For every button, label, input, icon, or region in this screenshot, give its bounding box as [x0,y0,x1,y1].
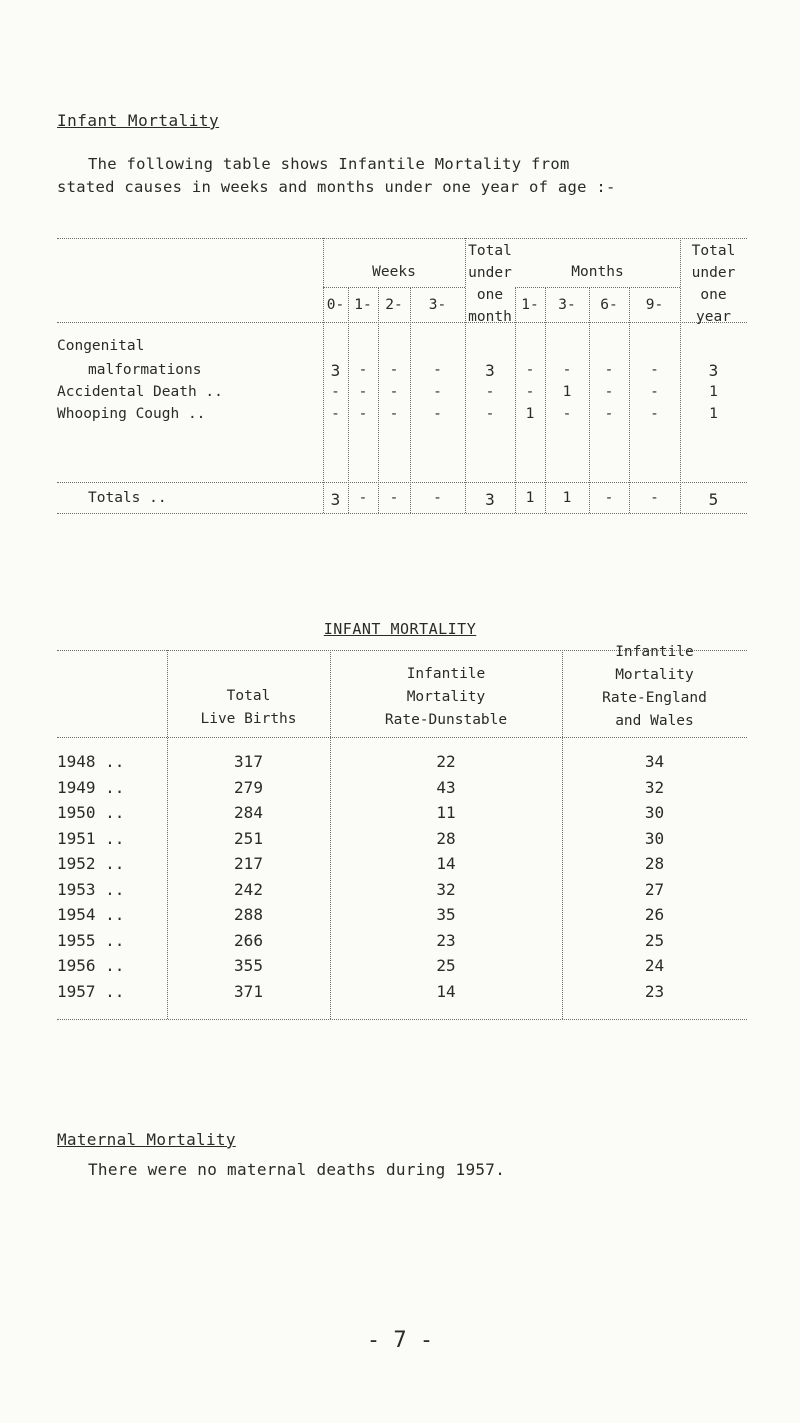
rates-dunstable-cell: 22 [436,752,456,771]
week-col-1: 1- [354,297,372,313]
weeks-header: Weeks [372,264,416,280]
table-cell: 3 [485,361,495,380]
total-under-one-year-header: Total under one year [691,243,736,325]
rates-title: INFANT MORTALITY [323,620,477,638]
rates-dunstable-cell: 43 [436,777,456,797]
month-col-1: 1- [521,297,539,313]
rates-year-cell: 1948 .. [57,752,125,771]
rates-year-cell: 1956 .. [57,956,125,975]
table-cell: - [389,362,399,378]
rates-year-cell: 1951 .. [57,828,125,848]
maternal-heading: Maternal Mortality [57,1130,236,1149]
rates-england-cell: 30 [644,803,665,822]
table-cell: - [485,406,495,422]
rates-births-cell: 317 [234,752,263,771]
table-cell: 1 [709,384,718,400]
month-col-6: 6- [600,297,618,313]
table-cell: - [525,384,535,400]
page-number: - 7 - [366,1328,434,1353]
table-cell: 1 [709,406,718,422]
rates-england-cell: 34 [644,752,665,771]
rates-dunstable-cell: 14 [436,854,456,873]
rates-year-cell: 1953 .. [57,879,125,899]
table-cell: - [433,406,442,422]
table-cell: 3 [330,490,341,509]
table-cell: - [562,406,572,422]
table-cell: - [358,384,368,400]
dunstable-rate-header: Infantile Mortality Rate-Dunstable [384,666,508,728]
rates-dunstable-cell: 11 [436,803,456,822]
rates-dunstable-cell: 35 [436,905,456,924]
section-heading: Infant Mortality [57,111,220,130]
week-col-2: 2- [385,297,403,313]
rates-births-cell: 284 [234,803,263,822]
rates-year-cell: 1952 .. [57,854,125,873]
rates-year-cell: 1955 .. [57,930,125,950]
rates-dunstable-cell: 14 [436,981,456,1001]
table-cell: - [650,490,659,506]
rates-births-cell: 242 [234,879,263,899]
table-cell: - [358,362,368,378]
rates-dunstable-cell: 25 [436,956,456,975]
table-cell: 3 [330,361,341,380]
table-cell: - [604,490,614,506]
table-cell: 5 [708,490,719,509]
intro-paragraph [57,153,757,199]
table-cell: 1 [562,384,572,400]
rates-year-cell: 1957 .. [57,981,125,1001]
live-births-header: Total Live Births [200,688,297,727]
rates-england-cell: 30 [644,828,665,848]
table-cell: - [389,384,399,400]
row-label-totals: Totals .. [88,490,167,506]
intro-line-1: The following table shows Infantile Mortality from [88,155,570,173]
month-col-9: 9- [645,297,664,313]
maternal-text: There were no maternal deaths during 1957. [88,1160,506,1179]
rates-england-cell: 23 [644,981,665,1001]
table-cell: - [650,362,659,378]
table-cell: - [604,362,614,378]
rates-births-cell: 266 [234,930,263,950]
rates-births-cell: 355 [234,956,263,975]
rates-england-cell: 28 [644,854,665,873]
rates-dunstable-cell: 32 [436,879,456,899]
rates-births-cell: 288 [234,905,263,924]
table-cell: - [331,406,340,422]
table-cell: - [433,384,442,400]
rates-dunstable-cell: 23 [436,930,456,950]
intro-line-2: stated causes in weeks and months under one year of age :- [57,178,616,196]
table-cell: - [525,362,535,378]
rates-england-cell: 32 [644,777,665,797]
rates-england-cell: 26 [644,905,665,924]
table-cell: 3 [485,490,495,509]
total-under-one-month-header: Total under one month [468,243,512,325]
table-cell: - [650,384,659,400]
table-cell: - [331,384,340,400]
rates-england-cell: 27 [644,879,665,899]
table-cell: - [562,362,572,378]
week-col-3: 3- [428,297,447,313]
rates-year-cell: 1950 .. [57,803,125,822]
table-cell: - [389,406,399,422]
table-cell: - [358,406,368,422]
row-label-accidental: Accidental Death .. [57,384,223,400]
table-cell: - [485,384,495,400]
rates-dunstable-cell: 28 [436,828,456,848]
table-cell: 1 [525,490,535,506]
table-cell: - [650,406,659,422]
table-cell: - [604,384,614,400]
table-cell: 1 [562,490,572,506]
table-cell: 1 [525,406,535,422]
row-label-malformations: malformations [88,362,202,378]
week-col-0: 0- [326,297,345,313]
month-col-3: 3- [558,297,576,313]
table-cell: - [604,406,614,422]
table-cell: 3 [708,361,719,380]
row-label-congenital: Congenital [57,338,145,354]
rates-births-cell: 279 [234,777,263,797]
table-cell: - [433,490,442,506]
rates-england-cell: 24 [644,956,665,975]
rates-england-cell: 25 [644,930,665,950]
table-cell: - [433,362,442,378]
rates-births-cell: 251 [234,828,263,848]
rates-year-cell: 1954 .. [57,905,125,924]
table-cell: - [358,490,368,506]
england-rate-header: Infantile Mortality Rate-England and Wales [602,644,707,729]
rates-births-cell: 217 [234,854,263,873]
months-header: Months [571,264,624,280]
rates-year-cell: 1949 .. [57,777,125,797]
row-label-whooping: Whooping Cough .. [57,406,206,422]
rates-births-cell: 371 [234,981,263,1001]
table-cell: - [389,490,399,506]
